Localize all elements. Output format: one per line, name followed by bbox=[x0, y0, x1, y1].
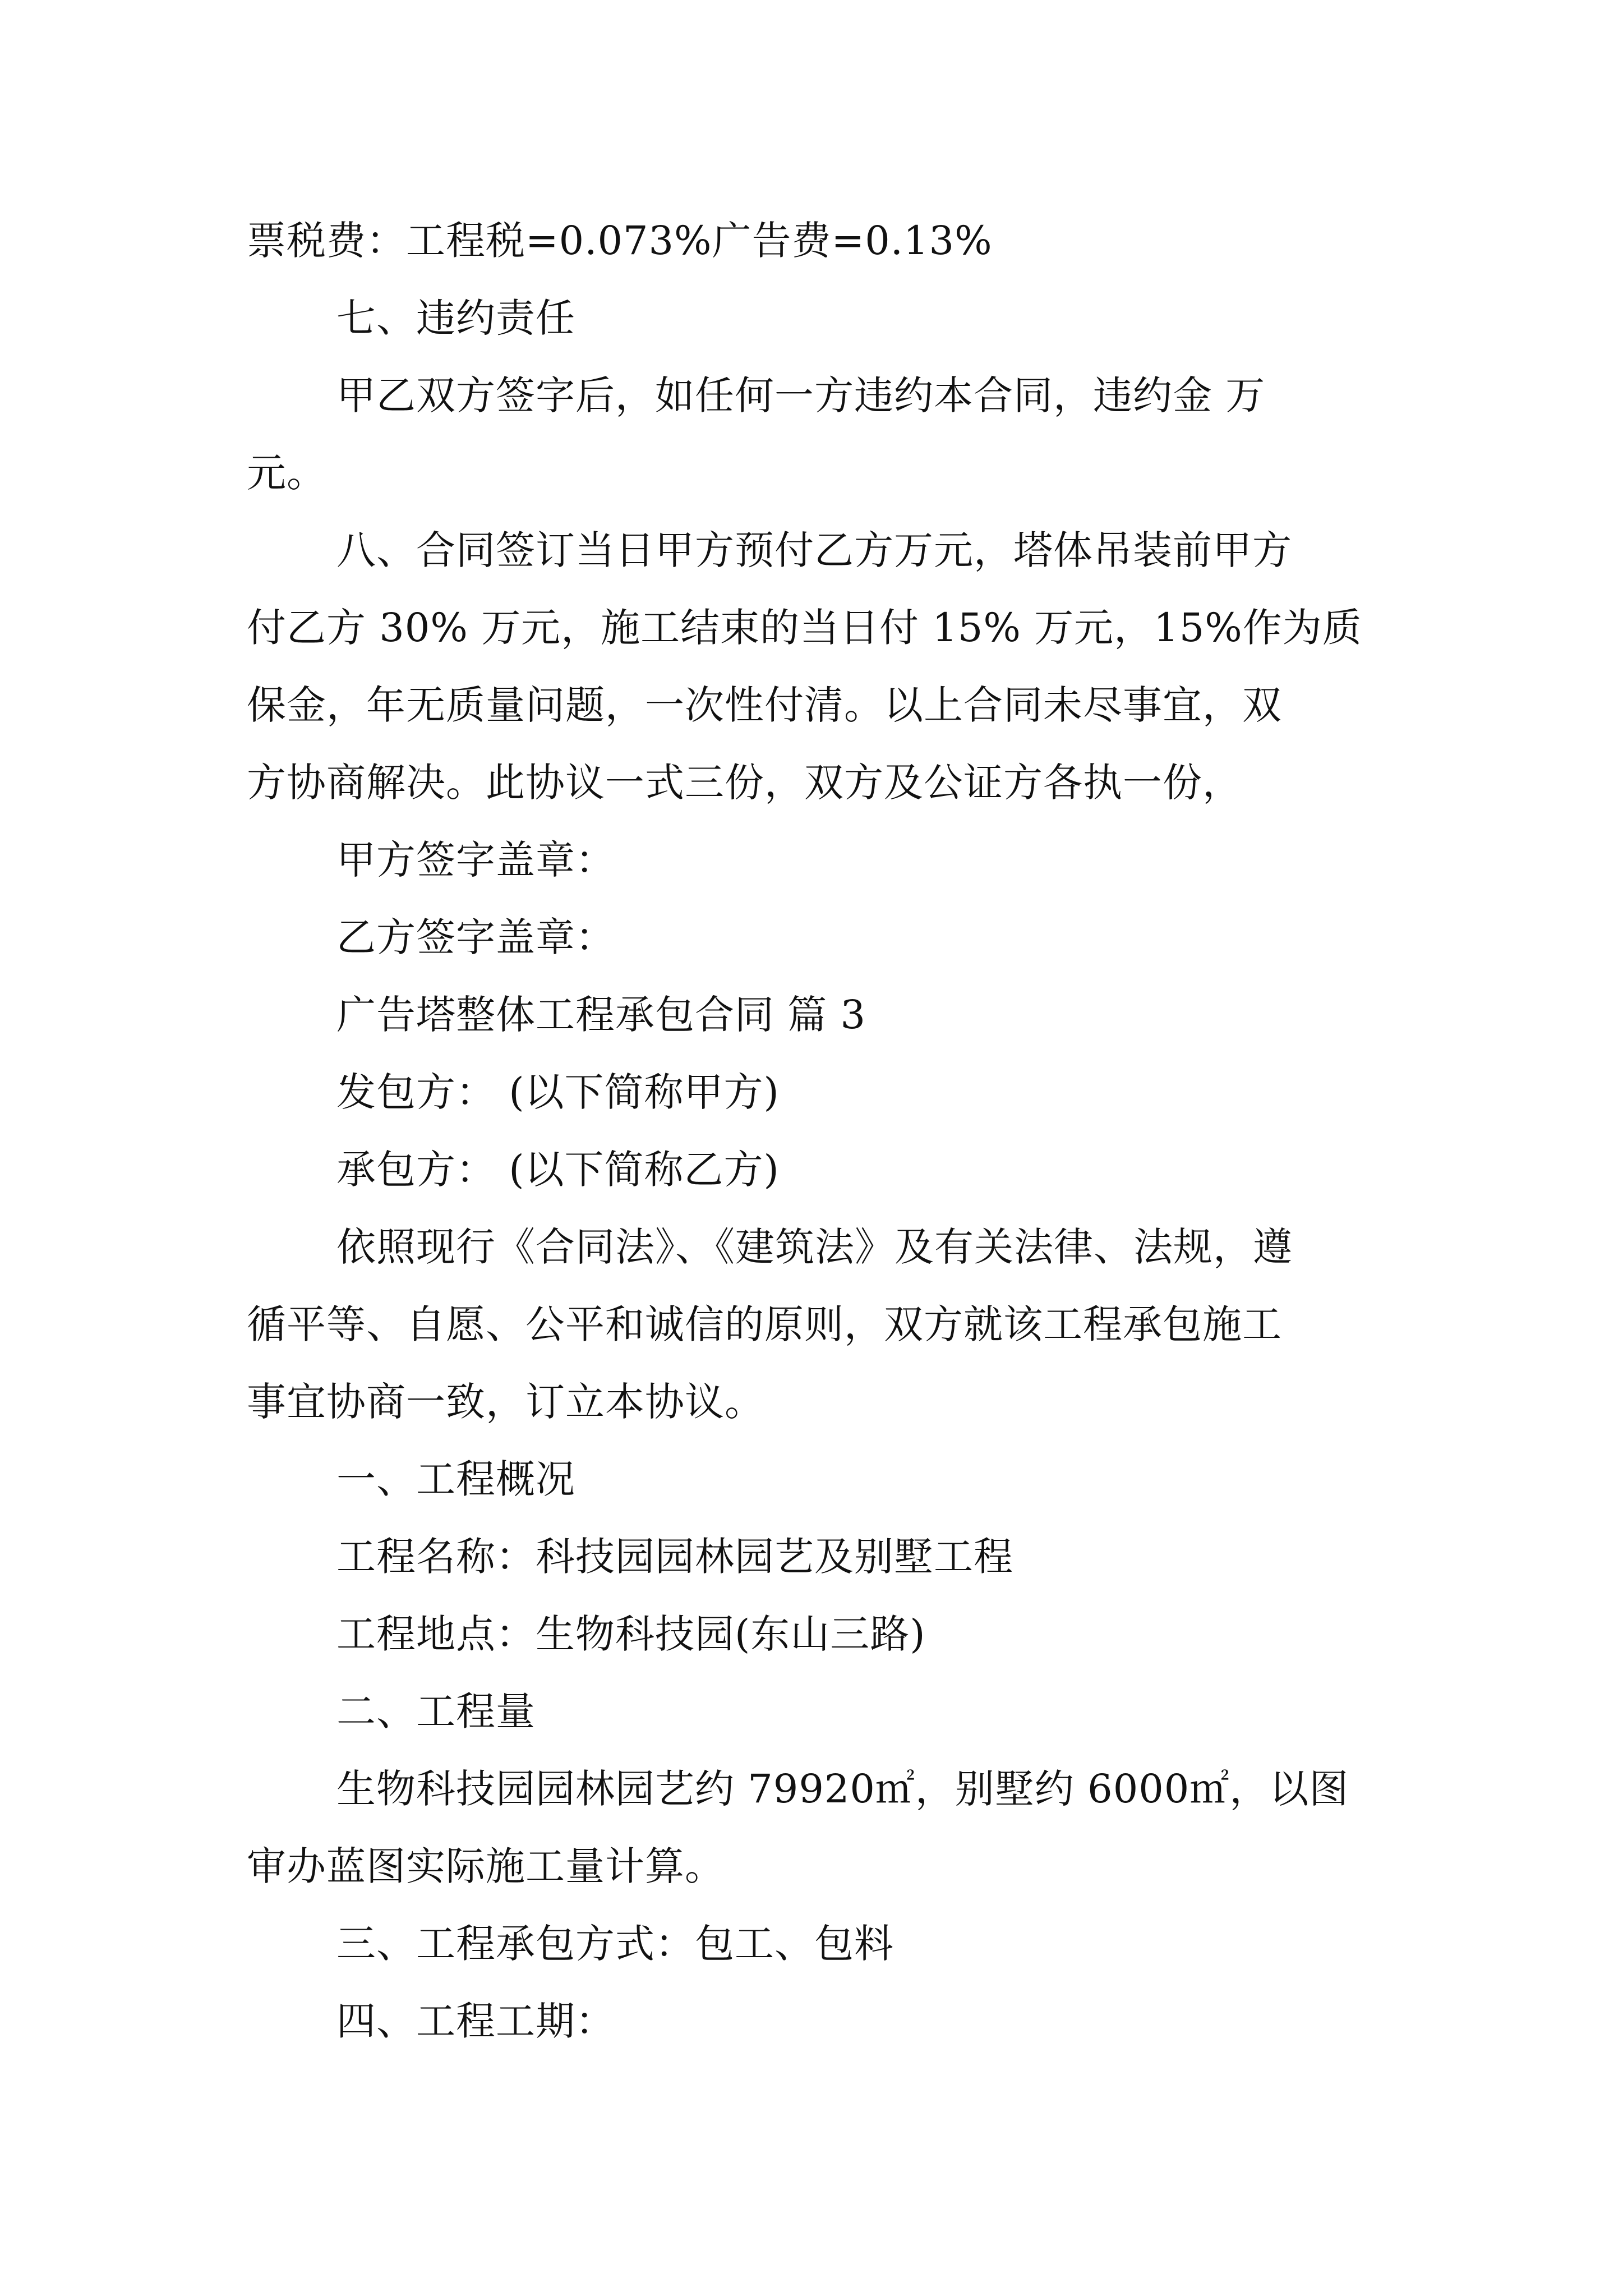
section-heading: 二、工程量 bbox=[336, 1688, 536, 1734]
paragraph-line: 生物科技园园林园艺约 79920㎡，别墅约 6000㎡，以图 bbox=[336, 1766, 1349, 1812]
section-heading: 七、违约责任 bbox=[336, 295, 575, 341]
project-name-line: 工程名称：科技园园林园艺及别墅工程 bbox=[336, 1534, 1013, 1580]
paragraph-line: 方协商解决。此协议一式三份，双方及公证方各执一份， bbox=[247, 760, 1242, 806]
paragraph-line: 票税费：工程税=0.073%广告费=0.13% bbox=[247, 218, 993, 264]
contract-title: 广告塔整体工程承包合同 篇 3 bbox=[336, 992, 866, 1038]
document-body bbox=[247, 202, 1391, 2060]
paragraph-line: 事宜协商一致，订立本协议。 bbox=[247, 1379, 764, 1425]
paragraph-line: 依照现行《合同法》、《建筑法》及有关法律、法规，遵 bbox=[336, 1224, 1293, 1270]
contractor-line: 承包方： (以下简称乙方) bbox=[336, 1147, 780, 1193]
project-location-line: 工程地点：生物科技园(东山三路) bbox=[336, 1611, 926, 1657]
section-heading: 三、工程承包方式：包工、包料 bbox=[336, 1921, 894, 1967]
paragraph-line: 审办蓝图实际施工量计算。 bbox=[247, 1843, 725, 1889]
paragraph-line: 元。 bbox=[247, 450, 326, 496]
signature-line-party-a: 甲方签字盖章： bbox=[336, 837, 615, 883]
paragraph-line: 付乙方 30% 万元，施工结束的当日付 15% 万元，15%作为质 bbox=[247, 605, 1362, 651]
paragraph-line: 甲乙双方签字后，如任何一方违约本合同，违约金 万 bbox=[336, 372, 1266, 418]
section-heading: 一、工程概况 bbox=[336, 1456, 575, 1502]
paragraph-line: 保金，年无质量问题，一次性付清。以上合同未尽事宜，双 bbox=[247, 682, 1282, 728]
signature-line-party-b: 乙方签字盖章： bbox=[336, 914, 615, 960]
client-line: 发包方： (以下简称甲方) bbox=[336, 1069, 780, 1115]
section-heading: 四、工程工期： bbox=[336, 1998, 615, 2044]
paragraph-line: 循平等、自愿、公平和诚信的原则，双方就该工程承包施工 bbox=[247, 1301, 1282, 1347]
paragraph-line: 八、合同签订当日甲方预付乙方万元，塔体吊装前甲方 bbox=[336, 527, 1292, 573]
